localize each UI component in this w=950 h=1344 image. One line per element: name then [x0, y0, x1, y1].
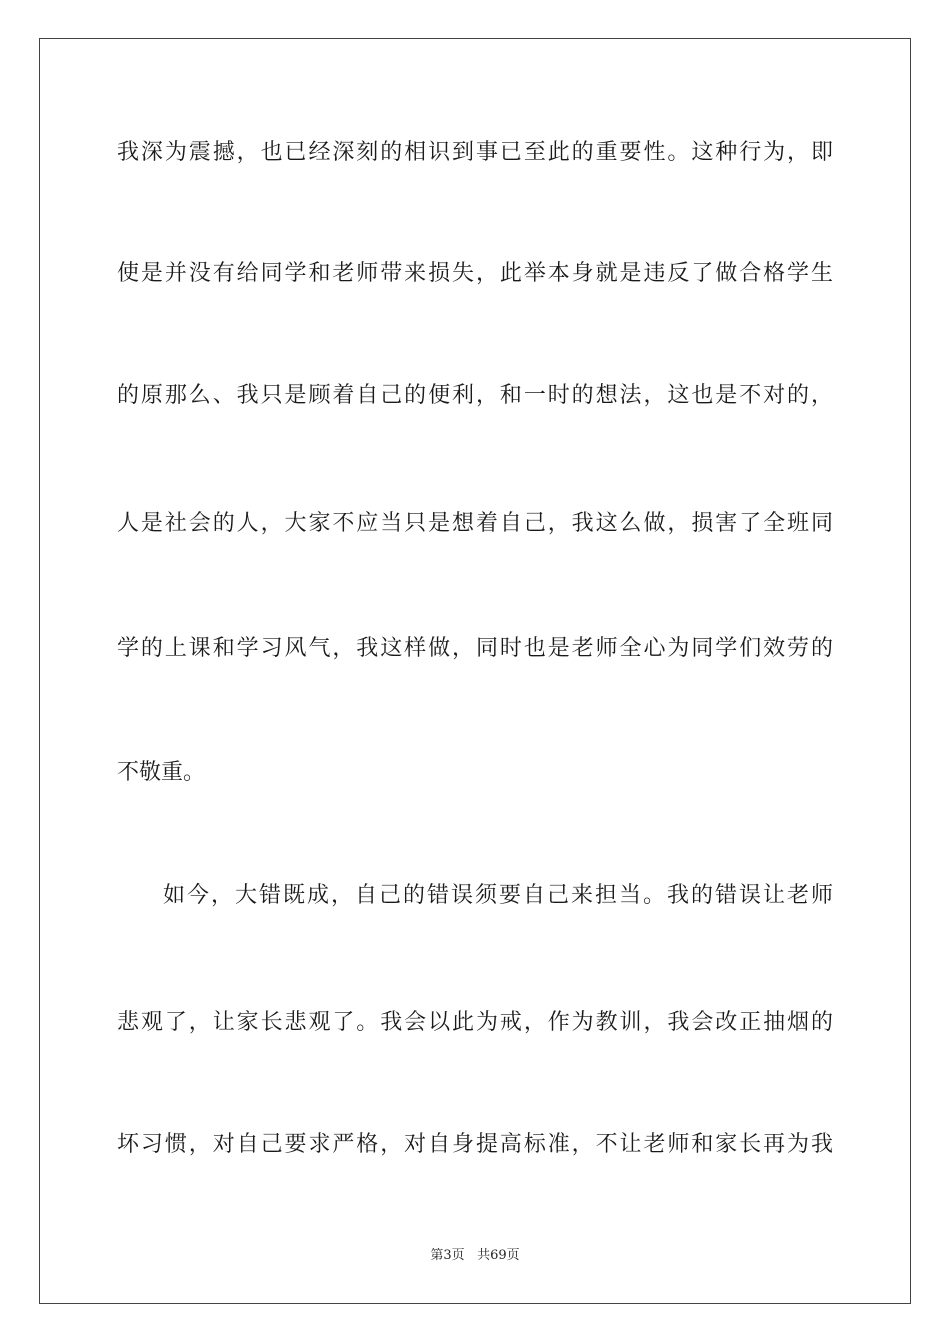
page-number: 第3页 [430, 1248, 465, 1263]
body-text-line-2: 使是并没有给同学和老师带来损失，此举本身就是违反了做合格学生 [117, 261, 833, 286]
body-text-line-8: 悲观了，让家长悲观了。我会以此为戒，作为教训，我会改正抽烟的 [117, 1010, 833, 1035]
page-border [39, 38, 911, 1304]
body-text-line-3: 的原那么、我只是顾着自己的便利，和一时的想法，这也是不对的， [117, 383, 833, 408]
page-footer [0, 1247, 950, 1265]
body-text-line-9: 坏习惯，对自己要求严格，对自身提高标准，不让老师和家长再为我 [117, 1132, 833, 1157]
total-pages: 共69页 [477, 1248, 520, 1263]
body-text-line-5: 学的上课和学习风气，我这样做，同时也是老师全心为同学们效劳的 [117, 636, 833, 661]
body-text-line-4: 人是社会的人，大家不应当只是想着自己，我这么做，损害了全班同 [117, 511, 833, 536]
paragraph-start-line: 如今，大错既成，自己的错误须要自己来担当。我的错误让老师 [163, 883, 833, 908]
body-text-line-1: 我深为震撼，也已经深刻的相识到事已至此的重要性。这种行为，即 [117, 140, 833, 165]
body-text-line-6: 不敬重。 [117, 760, 206, 785]
